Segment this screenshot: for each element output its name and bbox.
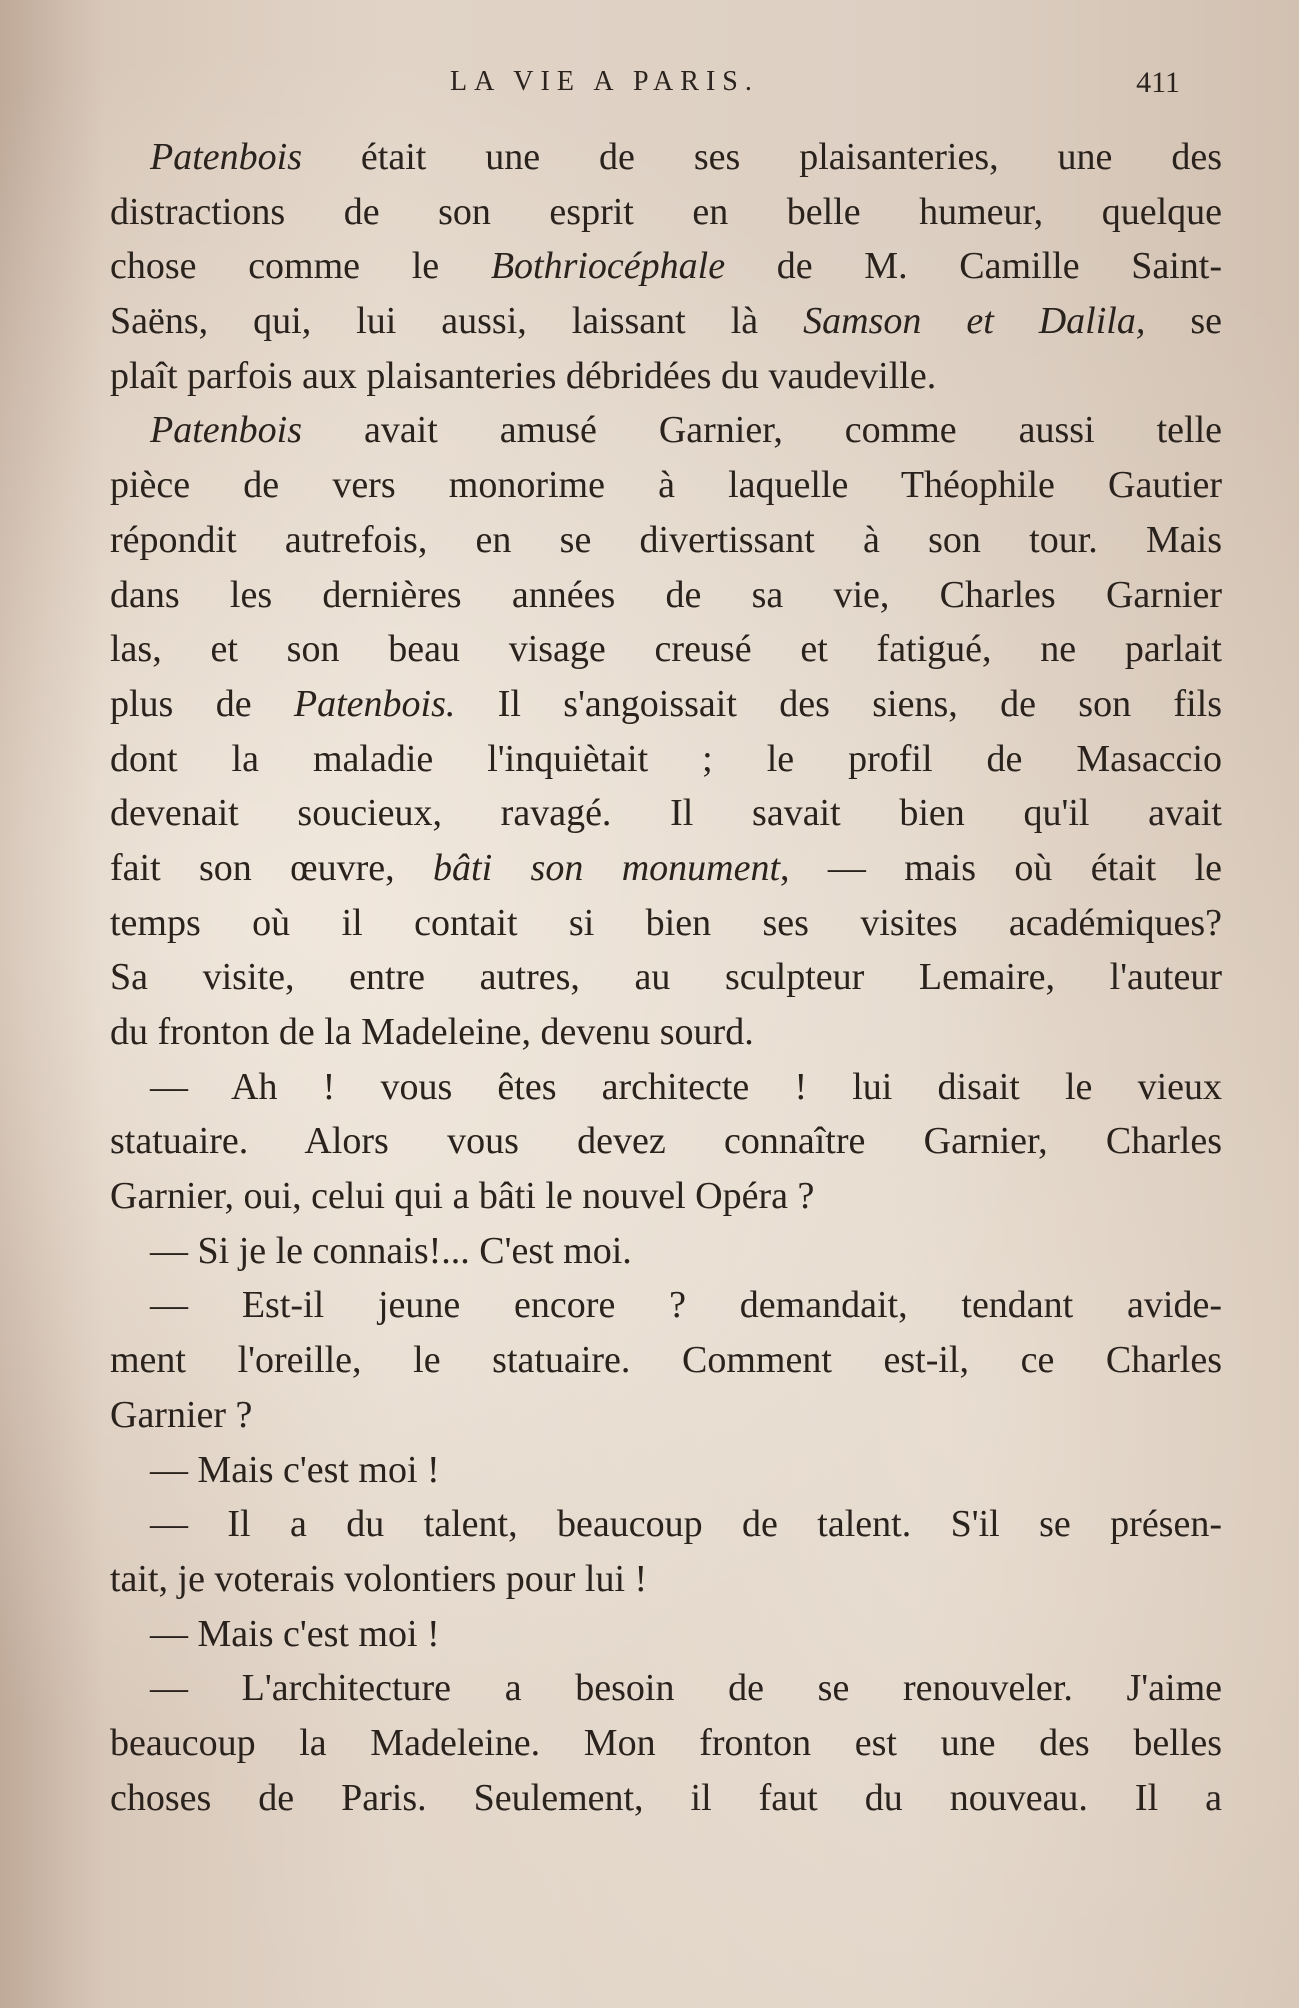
- text-segment: devenait soucieux, ravagé. Il savait bien qu'il avait: [110, 792, 1222, 835]
- text-line: [110, 239, 1222, 294]
- text-segment: las, et son beau visage creusé et fatigué, ne parlait: [110, 628, 1222, 671]
- page-number: 411: [1136, 66, 1180, 99]
- italic-text: Bothriocéphale: [490, 245, 726, 288]
- text-segment: — L'architecture a besoin de se renouveler. J'aime: [150, 1667, 1222, 1710]
- italic-text: Patenbois: [150, 136, 302, 178]
- text-segment: plus de: [110, 682, 294, 725]
- text-line: [110, 1278, 1222, 1333]
- text-segment: tait, je voterais volontiers pour lui !: [110, 1557, 648, 1600]
- text-segment: chose comme le: [110, 245, 491, 288]
- text-segment: — Ah ! vous êtes architecte ! lui disait le vieux: [150, 1065, 1222, 1108]
- text-line: [110, 786, 1222, 841]
- text-segment: distractions de son esprit en belle humeur, quelque: [110, 190, 1222, 233]
- text-line: [110, 130, 1222, 185]
- text-line: [110, 950, 1222, 1005]
- text-line: [110, 896, 1222, 951]
- text-segment: plaît parfois aux plaisanteries débridées du vaudeville.: [110, 354, 937, 397]
- text-segment: — Si je le connais!... C'est moi.: [150, 1229, 632, 1272]
- text-segment: répondit autrefois, en se divertissant à son tour. Mais: [110, 518, 1222, 561]
- text-line: [110, 1443, 1222, 1498]
- italic-text: bâti son monument: [433, 846, 780, 889]
- text-line: [110, 1060, 1222, 1115]
- italic-text: Patenbois: [150, 409, 302, 452]
- text-line: [110, 622, 1222, 677]
- text-line: [110, 1607, 1222, 1662]
- text-line: [110, 677, 1222, 732]
- text-line: [110, 841, 1222, 896]
- text-segment: Sa visite, entre autres, au sculpteur Lemaire, l'auteur: [110, 956, 1222, 999]
- text-segment: fait son œuvre,: [110, 846, 434, 889]
- text-segment: dans les dernières années de sa vie, Charles Garnier: [110, 573, 1222, 616]
- text-segment: — Mais c'est moi !: [150, 1612, 440, 1655]
- italic-text: Samson et Dalila,: [803, 300, 1146, 343]
- text-line: [110, 1716, 1222, 1771]
- text-line: [110, 1114, 1222, 1169]
- text-line: [110, 513, 1222, 568]
- text-segment: du fronton de la Madeleine, devenu sourd.: [110, 1011, 754, 1053]
- text-line: [110, 185, 1222, 240]
- text-segment: dont la maladie l'inquiètait ; le profil de Masaccio: [110, 737, 1222, 780]
- text-segment: — Est-il jeune encore ? demandait, tendant avide-: [150, 1284, 1222, 1327]
- text-line: [110, 1224, 1222, 1279]
- text-segment: était une de ses plaisanteries, une des: [301, 136, 1222, 178]
- text-line: [110, 458, 1222, 513]
- text-line: [110, 294, 1222, 349]
- body-text: [110, 130, 1222, 1825]
- text-segment: Garnier, oui, celui qui a bâti le nouvel Opéra ?: [110, 1175, 815, 1218]
- text-segment: Saëns, qui, lui aussi, laissant là: [110, 300, 804, 343]
- text-segment: de M. Camille Saint-: [725, 245, 1223, 288]
- text-line: [110, 1388, 1222, 1443]
- text-line: [110, 732, 1222, 787]
- text-segment: se: [1145, 300, 1222, 343]
- text-line: [110, 1169, 1222, 1224]
- text-line: [110, 1333, 1222, 1388]
- text-line: [110, 1771, 1222, 1826]
- text-segment: , — mais où était le: [780, 846, 1222, 889]
- text-line: [110, 1552, 1222, 1607]
- text-segment: — Mais c'est moi !: [150, 1448, 440, 1491]
- text-line: [110, 568, 1222, 623]
- italic-text: Patenbois.: [293, 682, 456, 725]
- text-segment: statuaire. Alors vous devez connaître Garnier, Charles: [110, 1120, 1222, 1163]
- text-segment: Garnier ?: [110, 1393, 253, 1436]
- text-segment: ment l'oreille, le statuaire. Comment est-il, ce Charles: [110, 1339, 1222, 1382]
- text-segment: beaucoup la Madeleine. Mon fronton est une des belles: [110, 1721, 1222, 1764]
- text-line: [110, 1661, 1222, 1716]
- text-segment: avait amusé Garnier, comme aussi telle: [301, 409, 1222, 452]
- text-line: [110, 1005, 1222, 1060]
- text-segment: — Il a du talent, beaucoup de talent. S'il se présen-: [150, 1503, 1222, 1546]
- page-header: [140, 66, 1180, 106]
- text-line: [110, 349, 1222, 404]
- text-segment: choses de Paris. Seulement, il faut du nouveau. Il a: [110, 1776, 1222, 1819]
- text-line: [110, 1497, 1222, 1552]
- text-segment: temps où il contait si bien ses visites académiques?: [110, 901, 1222, 944]
- text-line: [110, 403, 1222, 458]
- text-segment: pièce de vers monorime à laquelle Théophile Gautier: [110, 464, 1222, 507]
- running-title: LA VIE A PARIS.: [450, 66, 759, 97]
- text-segment: Il s'angoissait des siens, de son fils: [455, 682, 1222, 725]
